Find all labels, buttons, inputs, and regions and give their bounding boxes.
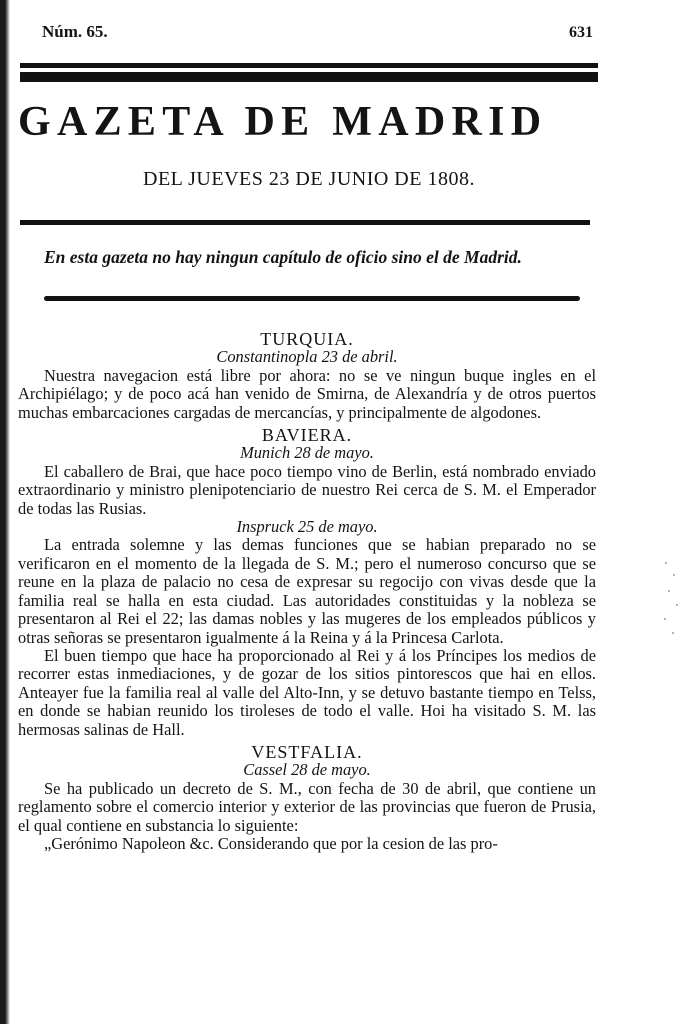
top-rule-thin — [20, 63, 598, 68]
scan-speckles — [661, 560, 681, 640]
scan-binding-edge — [0, 0, 10, 1024]
divider-rule — [20, 220, 590, 225]
page-folio: 631 — [569, 24, 593, 41]
section-title-baviera: BAVIERA. — [261, 425, 353, 446]
dateline-constantinopla: Constantinopla 23 de abril. — [216, 347, 398, 367]
paragraph: El caballero de Brai, que hace poco tiempo vino de Berlin, está nombrado enviado extraordinario y ministro plenipotenciario de nuestro Rei cerca de S. M. el Emperador de todas las Rusias. — [18, 461, 596, 518]
section-title-vestfalia: VESTFALIA. — [251, 741, 363, 762]
paragraph: La entrada solemne y las demas funciones que se habian preparado no se verificaron en el momento de la llegada de S. M.; pero el numeroso concurso que se reune en la plaza de palacio no cesa de expresar su regocijo con vivas desde que la familia real se halla en esta ciudad. Las autoridades constituidas y la nobleza se presentaron al Rei el 22; las damas nobles y las mugeres de los empleados públicos y otras señoras se presentaron igualmente á la Reina y á la Princesa Carlota. — [18, 535, 596, 647]
paragraph: El buen tiempo que hace ha proporcionado al Rei y á los Príncipes los medios de recorrer estas inmediaciones, y de gozar de los sitios pintorescos que hai en ellos. Anteayer fue la familia real al valle del Alto-Inn, y se detuvo bastante tiempo en Telss, en donde se habian reunido los tiroleses de todo el valle. Hoi ha visitado S. M. las hermosas salinas de Hall. — [18, 645, 596, 739]
paragraph: Nuestra navegacion está libre por ahora: no se ve ningun buque ingles en el Archipiélago; y de poco acá han venido de Smirna, de Alexandría y de otros puertos muchas embarcaciones cargadas de mercancías, y principalmente de algodones. — [18, 365, 596, 422]
section-title-turquia: TURQUIA. — [260, 329, 354, 349]
dateline-cassel: Cassel 28 de mayo. — [243, 760, 371, 780]
paragraph: „Gerónimo Napoleon &c. Considerando que por la cesion de las pro- — [44, 833, 498, 853]
issue-date: DEL JUEVES 23 DE JUNIO DE 1808. — [143, 168, 475, 190]
dateline-munich: Munich 28 de mayo. — [240, 443, 374, 463]
article-body — [18, 330, 596, 853]
masthead-title: GAZETA DE MADRID — [18, 99, 548, 145]
paragraph: Se ha publicado un decreto de S. M., con fecha de 30 de abril, que contiene un reglamento sobre el comercio interior y exterior de las provincias que fueron de Prusia, el qual contiene en substancia lo siguiente: — [18, 778, 596, 835]
top-rule-thick — [20, 72, 598, 82]
dateline-inspruck: Inspruck 25 de mayo. — [236, 517, 378, 537]
issue-number: Núm. 65. — [42, 22, 108, 41]
divider-rule-lower — [44, 296, 580, 301]
editorial-notice: En esta gazeta no hay ningun capítulo de oficio sino el de Madrid. — [44, 247, 522, 267]
